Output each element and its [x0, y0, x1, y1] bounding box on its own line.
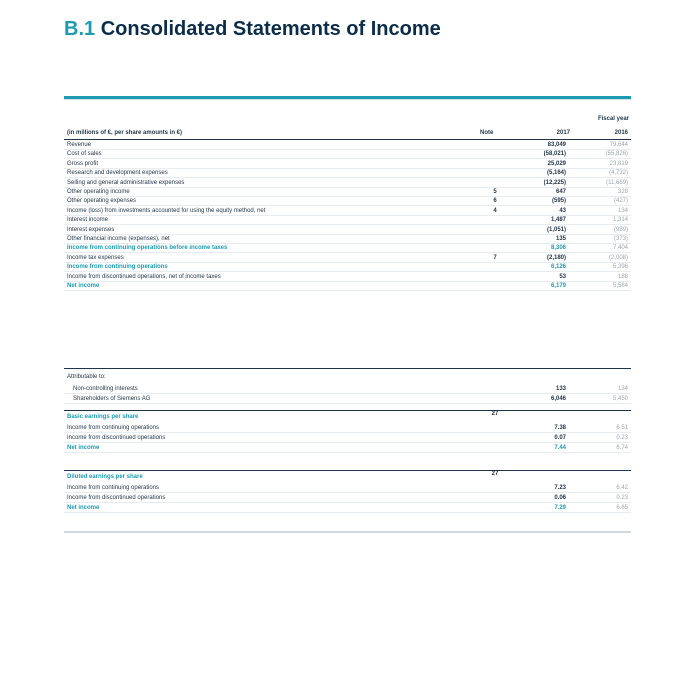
value-2016: (427) [613, 198, 628, 205]
row-label: Income from discontinued operations [67, 435, 166, 441]
value-2016: 0.23 [616, 435, 628, 441]
row-label: Net income [67, 445, 100, 451]
statement-row [64, 273, 631, 282]
note-column-header: Note [480, 130, 494, 136]
value-2017: 7.44 [554, 445, 566, 451]
row-label: Interest income [67, 217, 109, 224]
value-2017: (2,180) [546, 254, 566, 261]
statement-row [64, 141, 631, 150]
value-2017: 133 [555, 386, 566, 392]
value-2017: (1,051) [546, 226, 566, 233]
value-2016: 5,396 [612, 264, 628, 271]
page-title [64, 18, 441, 41]
row-label: Income from continuing operations [67, 425, 160, 431]
row-label: Cost of sales [67, 151, 102, 158]
units-label: (in millions of €, per share amounts in €) [67, 130, 183, 136]
value-2017: 7.29 [554, 505, 566, 511]
value-2016: 134 [617, 386, 628, 392]
header-divider-shadow [64, 99, 631, 100]
row-separator [64, 452, 631, 453]
row-separator [64, 393, 631, 394]
basic-row [64, 444, 631, 453]
row-separator [64, 442, 631, 443]
fiscal-year-label: Fiscal year [597, 116, 629, 122]
basic-heading-label: Basic earnings per share [67, 414, 139, 420]
row-label: Research and development expenses [67, 170, 168, 177]
value-2017: 1,487 [550, 217, 566, 224]
value-2017: 8,306 [550, 245, 566, 252]
row-note: 7 [493, 254, 497, 261]
row-label: Other operating income [67, 189, 130, 195]
value-2016: 5,450 [612, 396, 628, 402]
attributable-heading [64, 373, 631, 382]
statement-row [64, 150, 631, 159]
value-2017: 25,029 [547, 160, 566, 167]
value-2017: 135 [555, 236, 566, 242]
row-label: Other financial income (expenses), net [67, 236, 170, 242]
header-rule [64, 139, 631, 140]
basic-row [64, 424, 631, 433]
value-2016: (989) [613, 226, 628, 233]
diluted-note: 27 [491, 471, 499, 477]
row-label: Gross profit [67, 160, 99, 167]
statement-row [64, 207, 631, 216]
diluted-heading [64, 473, 631, 482]
basic-note: 27 [491, 411, 499, 417]
value-2017: (5,164) [546, 170, 566, 177]
value-2016: 79,644 [609, 142, 628, 148]
statement-row [64, 244, 631, 253]
section-title: Consolidated Statements of Income [100, 18, 441, 40]
row-label: Income from continuing operations before income taxes [67, 245, 228, 252]
statement-row [64, 282, 631, 291]
row-label: Other operating expenses [67, 198, 137, 205]
diluted-heading-label: Diluted earnings per share [67, 474, 143, 480]
value-2017: (58,021) [543, 151, 566, 158]
row-label: Net income [67, 283, 100, 289]
row-label: Non-controlling interests [73, 386, 138, 392]
row-label: Income (loss) from investments accounted for using the equity method, net [67, 207, 266, 214]
row-label: Net income [67, 505, 100, 511]
value-2016: (11,669) [606, 179, 628, 186]
row-label: Income from discontinued operations, net of income taxes [67, 273, 221, 280]
attributable-rule [64, 368, 631, 369]
value-2016: (55,826) [605, 151, 628, 158]
year-2016-header: 2016 [614, 130, 628, 136]
diluted-row [64, 494, 631, 503]
value-2016: 6.74 [616, 445, 628, 451]
value-2017: 7.38 [554, 425, 566, 431]
basic-eps-rule [64, 410, 631, 411]
value-2016: 134 [617, 207, 628, 214]
row-label: Shareholders of Siemens AG [73, 396, 151, 402]
value-2017: 6,126 [550, 264, 566, 271]
row-label: Revenue [67, 142, 92, 148]
statement-row [64, 216, 631, 225]
value-2016: (2,008) [608, 254, 628, 261]
diluted-eps-rule [64, 470, 631, 471]
value-2016: 328 [617, 189, 628, 195]
value-2016: 23,819 [609, 160, 628, 167]
value-2016: 5,584 [612, 283, 628, 289]
row-label: Income from discontinued operations [67, 495, 166, 501]
diluted-row [64, 484, 631, 493]
row-label: Income from continuing operations [67, 264, 168, 271]
row-note: 5 [493, 189, 497, 195]
value-2016: 1,314 [612, 217, 628, 224]
value-2017: 7.23 [554, 485, 566, 491]
statement-row [64, 263, 631, 272]
statement-row [64, 169, 631, 178]
value-2017: 53 [559, 273, 566, 280]
row-separator [64, 492, 631, 493]
value-2016: 6.51 [616, 425, 628, 431]
value-2016: 7,404 [612, 245, 628, 252]
attributable-heading-label: Attributable to: [67, 374, 106, 380]
section-number: B.1 [64, 18, 96, 40]
statement-row [64, 226, 631, 235]
value-2017: (595) [551, 198, 566, 205]
row-note: 6 [493, 198, 497, 205]
value-2017: 0.06 [554, 495, 566, 501]
value-2017: 647 [555, 189, 566, 195]
row-note: 4 [493, 207, 497, 214]
year-2017-header: 2017 [556, 130, 570, 136]
row-label: Income from continuing operations [67, 485, 160, 491]
statement-row [64, 254, 631, 263]
attributable-row [64, 395, 631, 404]
value-2017: 43 [559, 207, 566, 214]
value-2017: 6,046 [550, 396, 566, 402]
value-2016: (4,732) [608, 170, 628, 177]
row-separator [64, 290, 631, 291]
value-2016: (373) [613, 236, 628, 242]
value-2016: 0.23 [616, 495, 628, 501]
value-2016: 188 [617, 273, 628, 280]
statement-row [64, 197, 631, 206]
attributable-row [64, 385, 631, 394]
value-2017: 83,049 [547, 142, 566, 148]
row-label: Income tax expenses [67, 254, 124, 261]
statement-row [64, 188, 631, 197]
value-2016: 6.42 [616, 485, 628, 491]
table-end-rule [64, 531, 631, 533]
statement-row [64, 160, 631, 169]
row-separator [64, 512, 631, 513]
value-2017: (12,225) [543, 179, 566, 186]
row-label: Selling and general administrative expenses [67, 179, 185, 186]
basic-row [64, 434, 631, 443]
value-2017: 6,179 [550, 283, 566, 289]
row-label: Interest expenses [67, 226, 115, 233]
statement-row [64, 235, 631, 244]
row-separator [64, 432, 631, 433]
value-2017: 0.07 [554, 435, 566, 441]
diluted-row [64, 504, 631, 513]
row-separator [64, 403, 631, 404]
statement-row [64, 179, 631, 188]
row-separator [64, 502, 631, 503]
basic-heading [64, 413, 631, 422]
value-2016: 6.65 [616, 505, 628, 511]
